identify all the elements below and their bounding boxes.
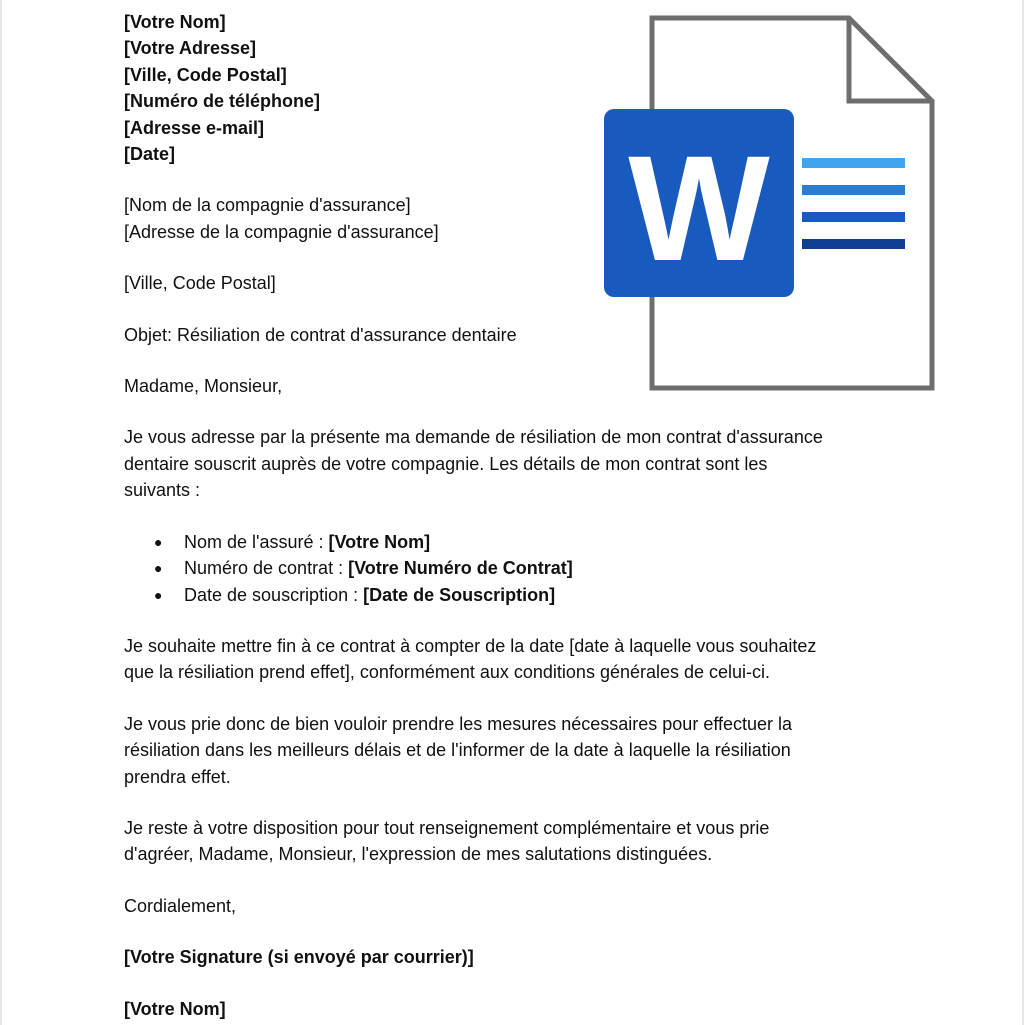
paragraph-termination-date <box>124 633 924 686</box>
paragraph-line: Je souhaite mettre fin à ce contrat à compter de la date [date à laquelle vous souhaitez <box>124 635 817 656</box>
list-item <box>124 555 924 581</box>
sender-email: [Adresse e-mail] <box>124 117 265 138</box>
text-line-3 <box>802 212 905 222</box>
recipient-company: [Nom de la compagnie d'assurance] <box>124 195 411 216</box>
text-line-1 <box>802 158 905 168</box>
detail-label: Numéro de contrat : <box>184 558 349 579</box>
paragraph-line: que la résiliation prend effet], conformément aux conditions générales de celui-ci. <box>124 662 771 683</box>
recipient-city: [Ville, Code Postal] <box>124 273 276 294</box>
sender-phone: [Numéro de téléphone] <box>124 91 321 112</box>
paragraph-line: résiliation dans les meilleurs délais et de l'informer de la date à laquelle la résiliation <box>124 740 791 761</box>
paragraph-line: Je vous adresse par la présente ma demande de résiliation de mon contrat d'assurance <box>124 427 823 448</box>
letter-greeting: Madame, Monsieur, <box>124 376 283 397</box>
paragraph-request <box>124 424 924 503</box>
word-document-icon <box>602 14 936 392</box>
paragraph-line: suivants : <box>124 480 201 501</box>
letter-subject: Objet: Résiliation de contrat d'assurance dentaire <box>124 324 517 345</box>
paragraph-line: Je reste à votre disposition pour tout renseignement complémentaire et vous prie <box>124 817 770 838</box>
paragraph-line: Je vous prie donc de bien vouloir prendre les mesures nécessaires pour effectuer la <box>124 713 793 734</box>
signoff-name: [Votre Nom] <box>124 998 226 1019</box>
sender-name: [Votre Nom] <box>124 12 226 32</box>
word-letter-w: W <box>628 124 770 292</box>
paragraph-line: dentaire souscrit auprès de votre compagnie. Les détails de mon contrat sont les <box>124 453 768 474</box>
text-line-4 <box>802 239 905 249</box>
detail-value: [Votre Nom] <box>328 531 431 552</box>
paragraph-measures <box>124 711 924 790</box>
list-item <box>124 529 924 555</box>
list-item <box>124 582 924 608</box>
sender-date: [Date] <box>124 144 176 165</box>
paragraph-availability <box>124 815 924 868</box>
sender-city: [Ville, Code Postal] <box>124 64 287 85</box>
signature-placeholder: [Votre Signature (si envoyé par courrier)] <box>124 947 474 968</box>
letter-closing: Cordialement, <box>124 895 237 916</box>
contract-details-list <box>124 529 924 608</box>
paragraph-line: d'agréer, Madame, Monsieur, l'expression de mes salutations distinguées. <box>124 844 713 865</box>
detail-label: Nom de l'assuré : <box>184 531 329 552</box>
detail-value: [Votre Numéro de Contrat] <box>348 558 573 579</box>
detail-label: Date de souscription : <box>184 584 364 605</box>
paragraph-line: prendra effet. <box>124 766 231 787</box>
detail-value: [Date de Souscription] <box>363 584 556 605</box>
sender-address: [Votre Adresse] <box>124 38 257 59</box>
recipient-address: [Adresse de la compagnie d'assurance] <box>124 221 439 242</box>
text-line-2 <box>802 185 905 195</box>
